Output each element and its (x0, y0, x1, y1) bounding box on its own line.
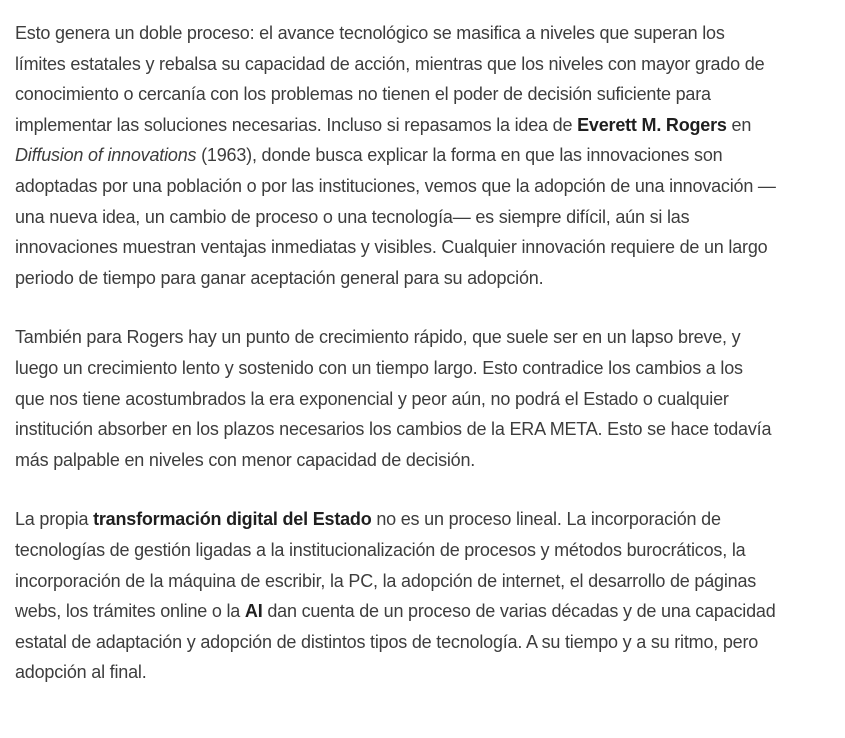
text-run: Esto genera un doble proceso: el avance tecnológico se masifica a niveles que superan los límites estatales y rebalsa su capacidad de acción, mientras que los niveles con mayor grado de conocimiento o cercanía con los problemas no tienen el poder de decisión suficiente para implementar las soluciones necesarias. Incluso si repasamos la idea de (15, 23, 765, 135)
bold-text: Everett M. Rogers (577, 114, 727, 135)
italic-text: Diffusion of innovations (15, 145, 197, 166)
text-run: (1963), donde busca explicar la forma en que las innovaciones son adoptadas por una población o por las instituciones, vemos que la adopción de una innovación —una nueva idea, un cambio de proceso o una tecnología— es siempre difícil, aún si las innovaciones muestran ventajas inmediatas y visibles. Cualquier innovación requiere de un largo periodo de tiempo para ganar aceptación general para su adopción. (15, 145, 776, 288)
bold-text: AI (244, 601, 263, 622)
text-run: en (726, 114, 752, 135)
text-run: dan cuenta de un proceso de varias décadas y de una capacidad estatal de adaptación y adopción de distintos tipos de tecnología. A su tiempo y a su ritmo, pero adopción al final. (15, 601, 776, 683)
text-run: La propia (15, 509, 94, 530)
paragraph (15, 504, 777, 688)
bold-text: transformación digital del Estado (93, 509, 372, 530)
text-run: no es un proceso lineal. La incorporación de tecnologías de gestión ligadas a la institucionalización de procesos y métodos burocráticos, la incorporación de la máquina de escribir, la PC, la adopción de internet, el desarrollo de páginas webs, los trámites online o la (15, 509, 757, 622)
text-run: También para Rogers hay un punto de crecimiento rápido, que suele ser en un lapso breve, y luego un crecimiento lento y sostenido con un tiempo largo. Esto contradice los cambios a los que nos tiene acostumbrados la era exponencial y peor aún, no podrá el Estado o cualquier institución absorber en los plazos necesarios los cambios de la ERA META. Esto se hace todavía más palpable en niveles con menor capacidad de decisión. (15, 327, 772, 470)
paragraph (15, 18, 777, 293)
paragraph (15, 322, 777, 475)
